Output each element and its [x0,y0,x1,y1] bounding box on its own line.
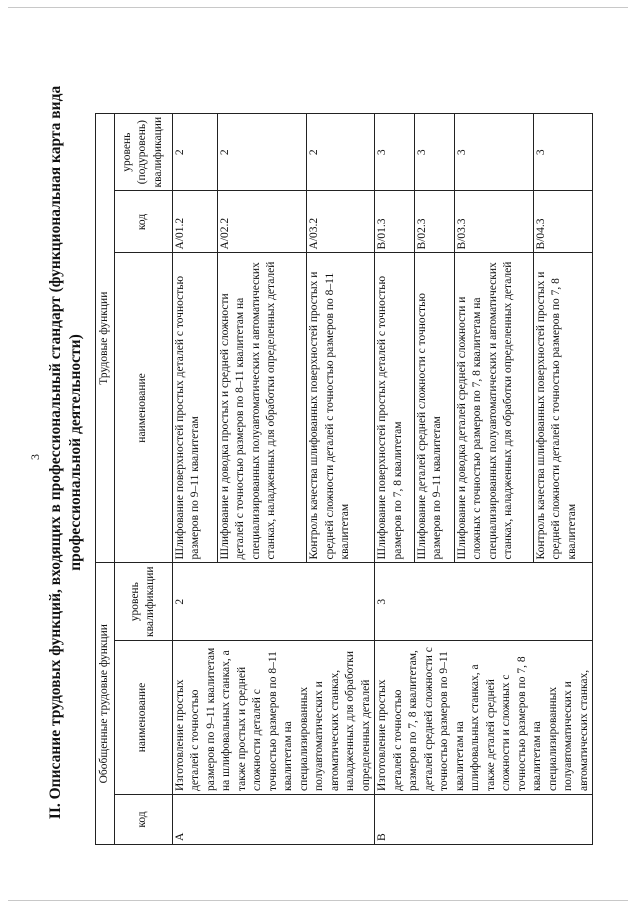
function-code: B/02.3 [414,191,454,253]
function-code: A/03.2 [307,191,375,253]
function-name: Шлифование поверхностей простых деталей с точностью размеров по 7, 8 квалитетам [375,253,415,563]
functional-map-table [95,113,593,845]
function-code: B/01.3 [375,191,415,253]
scan-edge-right [8,7,628,8]
function-code: B/04.3 [533,191,592,253]
group-b-level: 3 [375,563,593,641]
function-level: 3 [454,113,533,191]
function-name: Шлифование деталей средней сложности с точностью размеров по 9–11 квалитетам [414,253,454,563]
code-col-header: код [114,795,172,845]
tf-code-col-header: код [114,191,172,253]
function-level: 2 [307,113,375,191]
function-name: Контроль качества шлифованных поверхностей простых и средней сложности деталей с точностью размеров по 7, 8 квалитетам [533,253,592,563]
group-a-level: 2 [172,563,375,641]
function-code: A/02.2 [217,191,307,253]
function-level: 3 [414,113,454,191]
labor-functions-header: Трудовые функции [96,113,115,563]
group-b-name: Изготовление простых деталей с точностью размеров по 7, 8 квалитетам, деталей средней сложности с точностью размеров по 9–11 квалитетам на шлифовальных станках, а также деталей средней сложности и сложных с точностью размеров по 7, 8 квалитетам на специализированных полуавтоматических и автоматических станках, [375,641,593,795]
function-level: 3 [375,113,415,191]
function-code: A/01.2 [172,191,217,253]
group-b-code: В [375,795,593,845]
group-a-code: А [172,795,375,845]
level-col-header: уровень квалификации [114,563,172,641]
generalized-functions-header: Обобщенные трудовые функции [96,563,115,845]
group-a-name: Изготовление простых деталей с точностью размеров по 9–11 квалитетам на шлифовальных станках, а также простых и средней сложности деталей с точностью размеров по 8–11 квалитетам на специализированных полуавтоматических и автоматических станках, наладженных для обработки определенных деталей [172,641,375,795]
section-title-cont: профессиональной деятельности) [67,334,84,571]
function-level: 3 [533,113,592,191]
tf-name-col-header: наименование [114,253,172,563]
function-name: Шлифование и доводка деталей средней сложности и сложных с точностью размеров по 7, 8 квалитетам на специализированных полуавтоматических и автоматических станках, наладженных для обработки определенных деталей [454,253,533,563]
function-name: Шлифование и доводка простых и средней сложности деталей с точностью размеров по 8–11 квалитетам на специализированных полуавтоматических и автоматических станках, наладженных для обработки определенных деталей [217,253,307,563]
tf-level-col-header: уровень (подуровень) квалификации [114,113,172,191]
function-name: Контроль качества шлифованных поверхностей простых и средней сложности деталей с точностью размеров по 8–11 квалитетам [307,253,375,563]
function-code: B/03.3 [454,191,533,253]
function-name: Шлифование поверхностей простых деталей с точностью размеров по 9–11 квалитетам [172,253,217,563]
scan-edge-left [8,900,628,901]
function-level: 2 [217,113,307,191]
page-number: 3 [28,454,42,460]
function-level: 2 [172,113,217,191]
name-col-header: наименование [114,641,172,795]
section-title: II. Описание трудовых функций, входящих в профессиональный стандарт (функциональная карта вида [47,85,64,820]
